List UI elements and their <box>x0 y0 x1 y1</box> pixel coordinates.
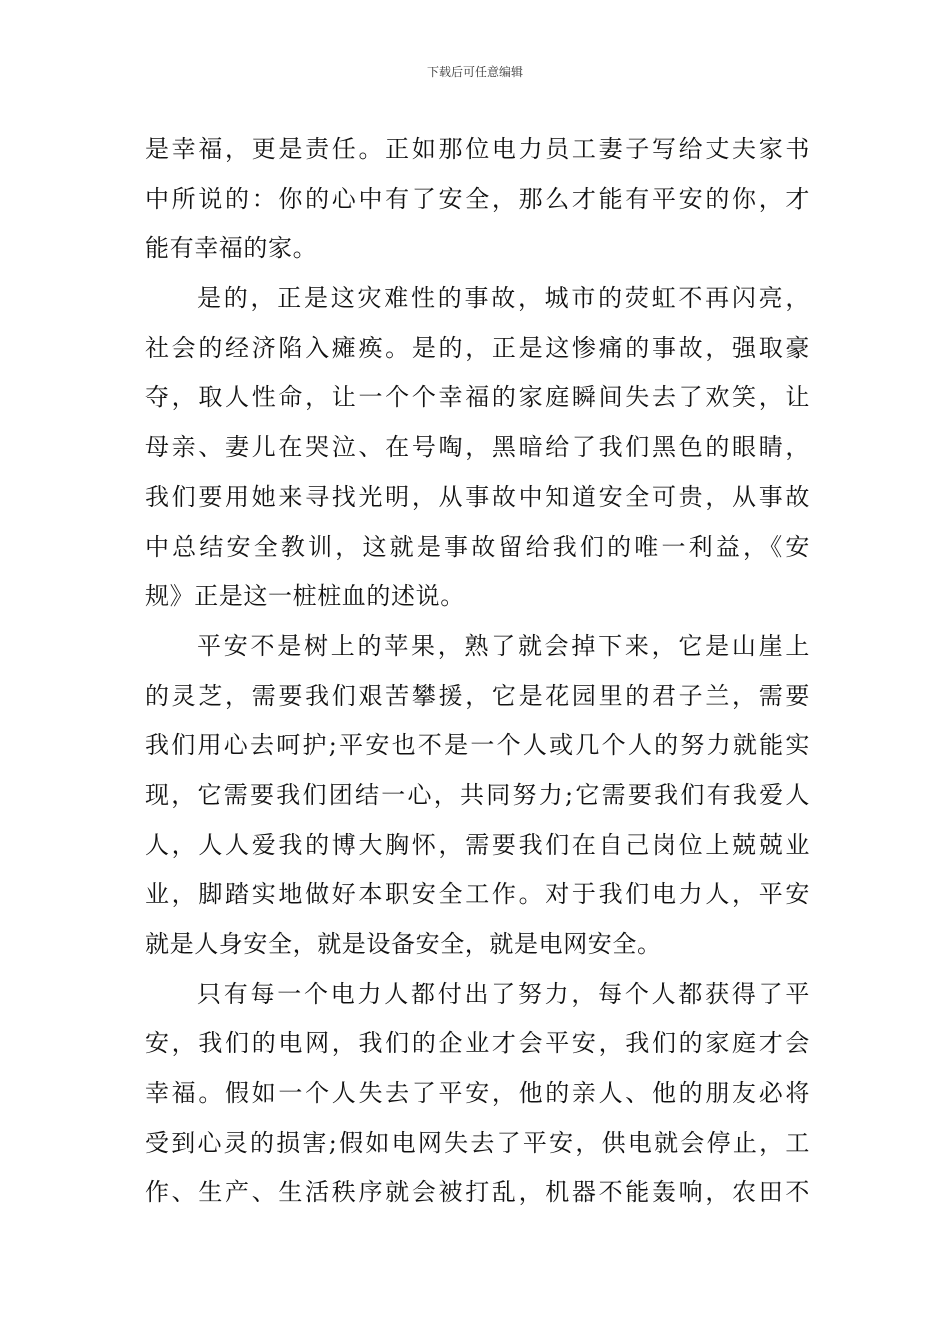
text-line: 规》正是这一桩桩血的述说。 <box>145 582 465 611</box>
text-line: 业，脚踏实地做好本职安全工作。对于我们电力人，平安 <box>145 880 810 909</box>
text-line: 现，它需要我们团结一心，共同努力;它需要我们有我爱人 <box>145 780 810 809</box>
text-line: 社会的经济陷入瘫痪。是的，正是这惨痛的事故，强取豪 <box>145 333 810 362</box>
text-line: 平安不是树上的苹果，熟了就会掉下来，它是山崖上 <box>197 631 810 660</box>
text-line: 我们用心去呵护;平安也不是一个人或几个人的努力就能实 <box>145 731 810 760</box>
text-line: 的灵芝，需要我们艰苦攀援，它是花园里的君子兰，需要 <box>145 681 810 710</box>
text-line: 受到心灵的损害;假如电网失去了平安，供电就会停止，工 <box>145 1128 810 1157</box>
document-body <box>145 125 810 1218</box>
text-line: 只有每一个电力人都付出了努力，每个人都获得了平 <box>197 979 810 1008</box>
text-line: 人，人人爱我的博大胸怀，需要我们在自己岗位上兢兢业 <box>145 830 810 859</box>
text-line: 作、生产、生活秩序就会被打乱，机器不能轰响，农田不 <box>145 1178 810 1207</box>
text-line: 能有幸福的家。 <box>145 234 318 263</box>
text-line: 幸福。假如一个人失去了平安，他的亲人、他的朋友必将 <box>145 1079 810 1108</box>
text-line: 就是人身安全，就是设备安全，就是电网安全。 <box>145 930 662 958</box>
text-line: 我们要用她来寻找光明，从事故中知道安全可贵，从事故 <box>145 482 810 511</box>
text-line: 安，我们的电网，我们的企业才会平安，我们的家庭才会 <box>145 1029 810 1058</box>
text-line: 母亲、妻儿在哭泣、在号啕，黑暗给了我们黑色的眼睛， <box>145 433 810 462</box>
text-line: 是的，正是这灾难性的事故，城市的荧虹不再闪亮， <box>197 284 810 313</box>
text-line: 中所说的：你的心中有了安全，那么才能有平安的你，才 <box>145 184 810 213</box>
text-line: 中总结安全教训，这就是事故留给我们的唯一利益，《安 <box>145 532 810 561</box>
text-line: 夺，取人性命，让一个个幸福的家庭瞬间失去了欢笑，让 <box>145 383 810 412</box>
page-header: 下载后可任意编辑 <box>426 65 523 79</box>
text-line: 是幸福，更是责任。正如那位电力员工妻子写给丈夫家书 <box>145 135 810 163</box>
